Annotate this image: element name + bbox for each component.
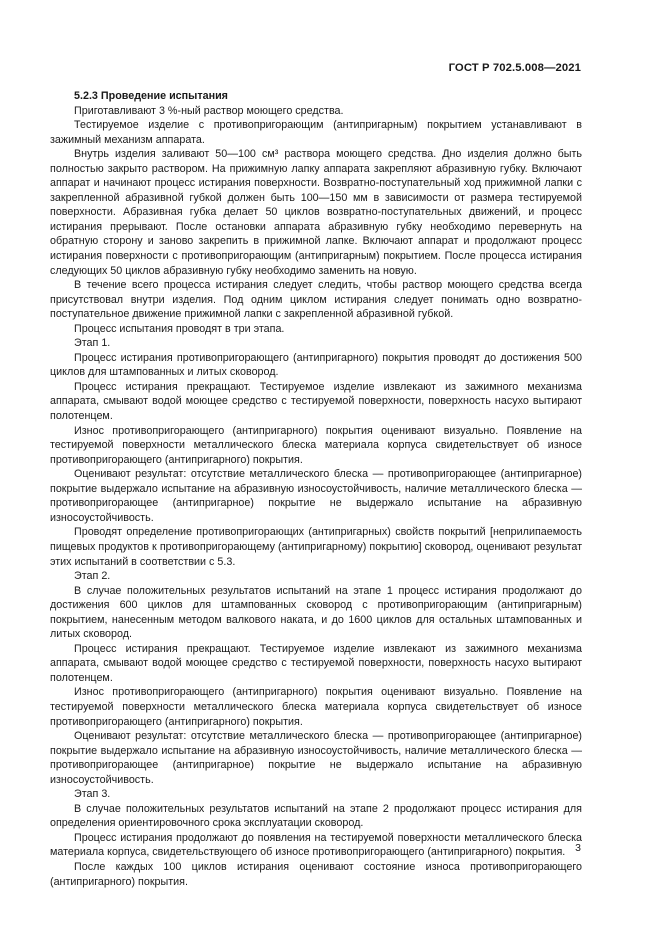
paragraph: После каждых 100 циклов истирания оценивают состояние износа противопригорающего (антипригарного) покрытия.	[50, 860, 582, 888]
paragraph: Оценивают результат: отсутствие металлического блеска — противопригорающее (антипригарное) покрытие выдержало испытание на абразивную износоустойчивость, наличие металлического блеска — противопригорающее (антипригарное) покрытие не выдержало испытание на абразивную износоустойчивость.	[50, 468, 582, 524]
standard-code-header: ГОСТ Р 702.5.008—2021	[448, 62, 581, 74]
paragraph: Износ противопригорающего (антипригарного) покрытия оценивают визуально. Появление на тестируемой поверхности металлического блеска материала корпуса свидетельствует об износе противопригорающего (антипригарного) покрытия.	[50, 424, 582, 466]
paragraph: Процесс истирания продолжают до появления на тестируемой поверхности металлического блеска материала корпуса, свидетельствующего об износе противопригорающего (антипригарного) покрытия.	[50, 831, 582, 859]
paragraph: Проводят определение противопригорающих (антипригарных) свойств покрытий [неприлипаемость пищевых продуктов к противопригорающему (антипригарному) покрытию] сковород, оценивают результат этих испытаний в соответствии с 5.3.	[50, 526, 582, 568]
paragraph: В течение всего процесса истирания следует следить, чтобы раствор моющего средства всегда присутствовал внутри изделия. Под одним циклом истирания следует понимать одно возвратно-поступательное движение прижимной лапки с закрепленной абразивной губкой.	[50, 279, 582, 321]
paragraph: В случае положительных результатов испытаний на этапе 2 продолжают процесс истирания для определения ориентировочного срока эксплуатации сковород.	[50, 802, 582, 830]
paragraph: В случае положительных результатов испытаний на этапе 1 процесс истирания продолжают до достижения 600 циклов для штампованных сковород с противопригорающим (антипригарным) покрытием, нанесенным методом валкового наката, и до 1600 циклов для остальных штампованных и литых сковород.	[50, 584, 582, 641]
paragraph: Износ противопригорающего (антипригарного) покрытия оценивают визуально. Появление на тестируемой поверхности металлического блеска материала корпуса свидетельствует об износе противопригорающего (антипригарного) покрытия.	[50, 686, 582, 728]
paragraph: Приготавливают 3 %-ный раствор моющего средства.	[74, 104, 344, 117]
stage-label: Этап 2.	[74, 570, 111, 583]
stage-label: Этап 3.	[74, 788, 111, 801]
page-number: 3	[575, 842, 581, 854]
paragraph: Процесс истирания прекращают. Тестируемое изделие извлекают из зажимного механизма аппарата, смывают водой моющее средство с тестируемой поверхности, поверхность насухо вытирают полотенцем.	[50, 642, 582, 684]
paragraph: Процесс истирания прекращают. Тестируемое изделие извлекают из зажимного механизма аппарата, смывают водой моющее средство с тестируемой поверхности, поверхность насухо вытирают полотенцем.	[50, 380, 582, 423]
paragraph: Тестируемое изделие с противопригорающим (антипригарным) покрытием устанавливают в зажимный механизм аппарата.	[50, 119, 582, 146]
paragraph: Оценивают результат: отсутствие металлического блеска — противопригорающее (антипригарное) покрытие выдержало испытание на абразивную износоустойчивость, наличие металлического блеска — противопригорающее (антипригарное) покрытие не выдержало испытание на абразивную износоустойчивость.	[50, 730, 582, 786]
paragraph: Внутрь изделия заливают 50—100 см³ раствора моющего средства. Дно изделия должно быть полностью закрыто раствором. На прижимную лапку аппарата закрепляют абразивную губку. Включают аппарат и начинают процесс истирания поверхности. Возвратно-поступательный ход прижимной лапки с закрепленной абразивной губкой должен быть 100—150 мм в зависимости от размера тестируемой поверхности. Абразивная губка делает 50 циклов возвратно-поступательных движений, и процесс истирания прерывают. После остановки аппарата абразивную губку необходимо перевернуть на обратную сторону и заново закрепить в прижимной лапке. Включают аппарат и продолжают процесс истирания поверхности с противопригорающим (антипригарным) покрытием. После процесса истирания следующих 50 циклов абразивную губку необходимо заменить на новую.	[50, 148, 582, 277]
paragraph: Процесс испытания проводят в три этапа.	[74, 322, 285, 335]
section-heading: 5.2.3 Проведение испытания	[74, 90, 228, 102]
document-body	[50, 89, 582, 889]
paragraph: Процесс истирания противопригорающего (антипригарного) покрытия проводят до достижения 500 циклов для штампованных и литых сковород.	[50, 351, 582, 379]
stage-label: Этап 1.	[74, 337, 111, 350]
